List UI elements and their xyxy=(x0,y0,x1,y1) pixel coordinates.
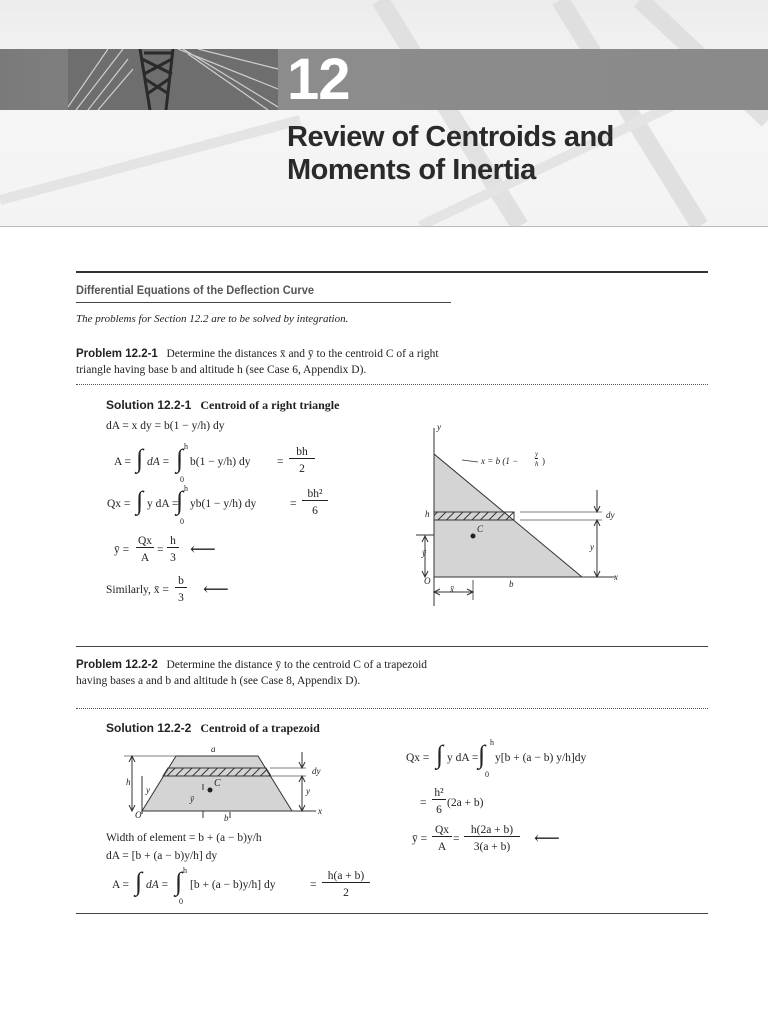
integral-sign: ∫ xyxy=(136,444,144,473)
fig1-label-x: x xyxy=(614,572,618,582)
triangle-figure xyxy=(410,420,640,620)
fig1-label-x-frac-den: h xyxy=(535,460,539,468)
eq-ybar-1-lhs: ȳ = xyxy=(114,544,130,556)
eq-Qx-1-integrand: yb(1 − y/h) dy xyxy=(190,498,257,510)
eq-A-1-integrand: b(1 − y/h) dy xyxy=(190,456,251,468)
limit-upper: h xyxy=(184,484,188,493)
eq-Qx2-num: h² xyxy=(432,787,446,800)
eq-Qx-2-lhs: Qx = xyxy=(406,752,430,764)
equals: = xyxy=(277,456,284,468)
problem-1-text-line1: Determine the distances x̄ and ȳ to the centroid C of a right xyxy=(166,348,439,360)
eq-dA-1: dA = x dy = b(1 − y/h) dy xyxy=(106,420,225,432)
eq-Qx-1-den: 6 xyxy=(312,505,318,517)
chapter-number: 12 xyxy=(287,47,350,112)
problem-2 xyxy=(76,657,427,689)
limit-lower: 0 xyxy=(180,517,184,526)
eq-ybar-2-lhs: ȳ = xyxy=(412,833,428,845)
eq-Qx-2-mid: y dA = xyxy=(447,752,479,764)
equals: = xyxy=(157,544,164,556)
fig1-label-y2: y xyxy=(590,542,594,552)
eq-A-2-dA: dA = xyxy=(146,879,169,891)
integral-sign: ∫ xyxy=(175,867,183,896)
chapter-title xyxy=(287,121,614,187)
fig2-label-h: h xyxy=(126,777,131,787)
eq-ybar-1-den: 3 xyxy=(170,552,176,564)
fig1-label-O: O xyxy=(424,576,431,586)
limit-upper: h xyxy=(183,866,187,875)
eq-Qx2-den: 6 xyxy=(436,804,442,816)
solution-2-label: Solution 12.2-2 xyxy=(106,721,192,735)
eq-ybar-1-f1-num: Qx xyxy=(137,535,153,547)
header-bottom-rule xyxy=(0,226,768,227)
result-arrow-icon: ⟵ xyxy=(534,828,560,848)
eq-ybar-2-f1-den: A xyxy=(437,841,447,853)
solution-1-label: Solution 12.2-1 xyxy=(106,398,192,412)
eq-A-1-num: bh xyxy=(289,446,315,459)
problem-2-text-line1: Determine the distance ȳ to the centroid C of a trapezoid xyxy=(166,659,428,671)
problem-1-text-line2: triangle having base b and altitude h (see Case 6, Appendix D). xyxy=(76,364,367,376)
eq-Qx-1-mid1: y dA = xyxy=(147,498,179,510)
chapter-title-line2: Moments of Inertia xyxy=(287,154,536,186)
eq-A-1-lhs: A = xyxy=(114,456,132,468)
section-heading: Differential Equations of the Deflection Curve xyxy=(76,283,315,297)
fig1-label-y: y xyxy=(437,422,441,432)
limit-lower: 0 xyxy=(180,475,184,484)
fig1-label-xbar: x̄ xyxy=(450,584,454,594)
eq-ybar-1-f1-den: A xyxy=(140,552,150,564)
solution-2-heading xyxy=(106,721,320,736)
bridge-photo xyxy=(0,0,768,226)
problem-2-label: Problem 12.2-2 xyxy=(76,659,158,671)
problem-1 xyxy=(76,346,439,378)
eq-sim-1-den: 3 xyxy=(178,592,184,604)
integral-sign: ∫ xyxy=(176,486,184,515)
eq-Qx2-rhs: (2a + b) xyxy=(447,797,484,809)
result-arrow-icon: ⟵ xyxy=(190,539,216,559)
fig2-label-C: C xyxy=(214,778,221,789)
fig1-label-dy: dy xyxy=(606,510,615,520)
fig1-label-ybar: ȳ xyxy=(422,548,426,558)
limit-upper: h xyxy=(490,738,494,747)
fig2-label-a: a xyxy=(211,744,216,754)
fig2-label-b: b xyxy=(224,813,229,823)
section-top-rule xyxy=(76,271,708,273)
fig2-label-dy: dy xyxy=(312,766,321,776)
eq-ybar-1-num: h xyxy=(167,535,179,548)
eq-A-1-den: 2 xyxy=(299,463,305,475)
fig1-label-x-eq: x = b (1 − xyxy=(481,456,519,466)
problem-2-text-line2: having bases a and b and altitude h (see Case 8, Appendix D). xyxy=(76,675,361,687)
chapter-title-line1: Review of Centroids and xyxy=(287,121,614,153)
eq-sim-1: Similarly, x̄ = xyxy=(106,584,169,596)
limit-lower: 0 xyxy=(179,897,183,906)
section-heading-rule xyxy=(76,302,451,303)
equals: = xyxy=(310,879,317,891)
fig1-label-b: b xyxy=(509,579,514,589)
centroid-dot xyxy=(208,788,213,793)
solution-2-title: Centroid of a trapezoid xyxy=(200,721,320,735)
eq-A-1 xyxy=(114,456,131,468)
section-note: The problems for Section 12.2 are to be solved by integration. xyxy=(76,313,349,325)
fig2-label-ybar: ȳ xyxy=(190,794,194,804)
eq-Qx-1-lhs: Qx = xyxy=(107,498,131,510)
limit-upper: h xyxy=(184,442,188,451)
equals: = xyxy=(453,833,460,845)
eq-Qx-2-rhs: y[b + (a − b) y/h]dy xyxy=(495,752,587,764)
eq-Qx-1-num: bh² xyxy=(302,488,328,501)
result-arrow-icon: ⟵ xyxy=(203,579,229,599)
eq-sim-1-num: b xyxy=(175,575,187,588)
eq-A-2-den: 2 xyxy=(343,887,349,899)
chapter-header xyxy=(0,0,768,226)
equals: = xyxy=(420,797,427,809)
solution-1-end-rule xyxy=(76,646,708,647)
eq-A-2-lhs: A = xyxy=(112,879,130,891)
problem-1-divider xyxy=(76,384,708,385)
fig2-label-O: O xyxy=(135,810,142,820)
integral-sign: ∫ xyxy=(135,867,143,896)
fig1-paren: ) xyxy=(542,456,545,466)
fig2-label-y2: y xyxy=(306,786,310,796)
fig2-label-y: y xyxy=(146,785,150,795)
trapezoid-figure xyxy=(120,746,350,826)
limit-lower: 0 xyxy=(485,770,489,779)
eq-ybar-2-den: 3(a + b) xyxy=(473,841,511,853)
problem-1-label: Problem 12.2-1 xyxy=(76,348,158,360)
eq-width-2: Width of element = b + (a − b)y/h xyxy=(106,832,262,844)
solution-1-heading xyxy=(106,398,339,413)
fig1-label-x-frac-num: y xyxy=(535,450,539,458)
eq-ybar-2-f1-num: Qx xyxy=(432,824,452,837)
integral-sign: ∫ xyxy=(478,740,486,769)
integral-sign: ∫ xyxy=(136,486,144,515)
fig1-label-C: C xyxy=(477,524,484,534)
fig2-label-x: x xyxy=(318,806,322,816)
integral-sign: ∫ xyxy=(176,444,184,473)
centroid-dot xyxy=(471,534,476,539)
solution-1-title: Centroid of a right triangle xyxy=(200,398,340,412)
element-strip xyxy=(163,768,271,776)
problem-2-divider xyxy=(76,708,708,709)
eq-ybar-2-num: h(2a + b) xyxy=(464,824,520,837)
eq-A-2-num: h(a + b) xyxy=(322,870,370,883)
eq-dA-2: dA = [b + (a − b)y/h] dy xyxy=(106,850,218,862)
eq-A-1-dA: dA = xyxy=(147,456,170,468)
bridge-cable-photo xyxy=(68,49,278,110)
element-strip xyxy=(434,512,514,520)
equals: = xyxy=(290,498,297,510)
fig1-label-h: h xyxy=(425,509,430,519)
solution-2-end-rule xyxy=(76,913,708,914)
eq-A-2-integrand: [b + (a − b)y/h] dy xyxy=(190,879,276,891)
integral-sign: ∫ xyxy=(436,740,444,769)
